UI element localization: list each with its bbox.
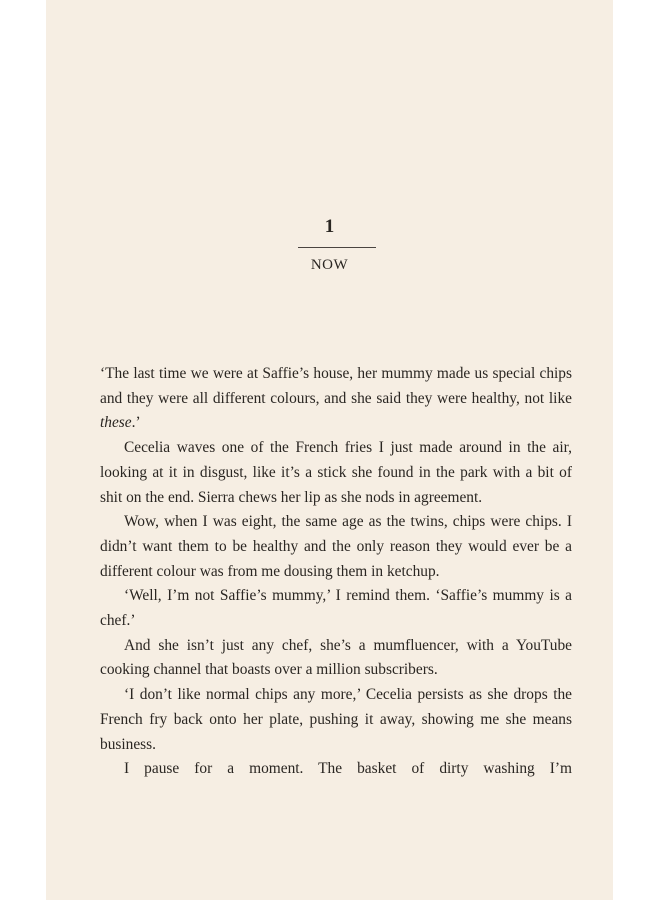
chapter-divider xyxy=(298,247,376,248)
chapter-body xyxy=(100,362,572,782)
paragraph xyxy=(100,683,572,757)
paragraph-text: Wow, when I was eight, the same age as the twins, chips were chips. I didn’t want them to be healthy and the only reason they would ever be a different colour was from me dousing them in ketchup. xyxy=(100,513,572,580)
paragraph-text: ‘Well, I’m not Saffie’s mummy,’ I remind them. ‘Saffie’s mummy is a chef.’ xyxy=(100,587,572,630)
paragraph-text: I pause for a moment. The basket of dirty washing I’m xyxy=(124,760,572,778)
paragraph-text: And she isn’t just any chef, she’s a mumfluencer, with a YouTube cooking channel that boasts over a million subscribers. xyxy=(100,636,572,679)
paragraph xyxy=(100,510,572,584)
paragraph xyxy=(100,436,572,510)
paragraph xyxy=(100,757,572,782)
paragraph-text: ‘The last time we were at Saffie’s house, her mummy made us special chips and they were all different colours, and she said they were healthy, not like xyxy=(100,365,572,407)
paragraph-text: Cecelia waves one of the French fries I just made around in the air, looking at it in disgust, like it’s a stick she found in the park with a bit of shit on the end. Sierra chews her lip as she nods in agreement. xyxy=(100,439,572,506)
paragraph xyxy=(100,362,572,436)
chapter-title: NOW xyxy=(310,257,349,273)
emphasis-text: these xyxy=(100,414,132,432)
book-page xyxy=(46,0,613,900)
paragraph-text: .’ xyxy=(131,414,141,432)
paragraph xyxy=(100,634,572,683)
chapter-number: 1 xyxy=(324,216,335,237)
paragraph xyxy=(100,584,572,633)
paragraph-text: ‘I don’t like normal chips any more,’ Cecelia persists as she drops the French fry back onto her plate, pushing it away, showing me she means business. xyxy=(100,686,572,753)
